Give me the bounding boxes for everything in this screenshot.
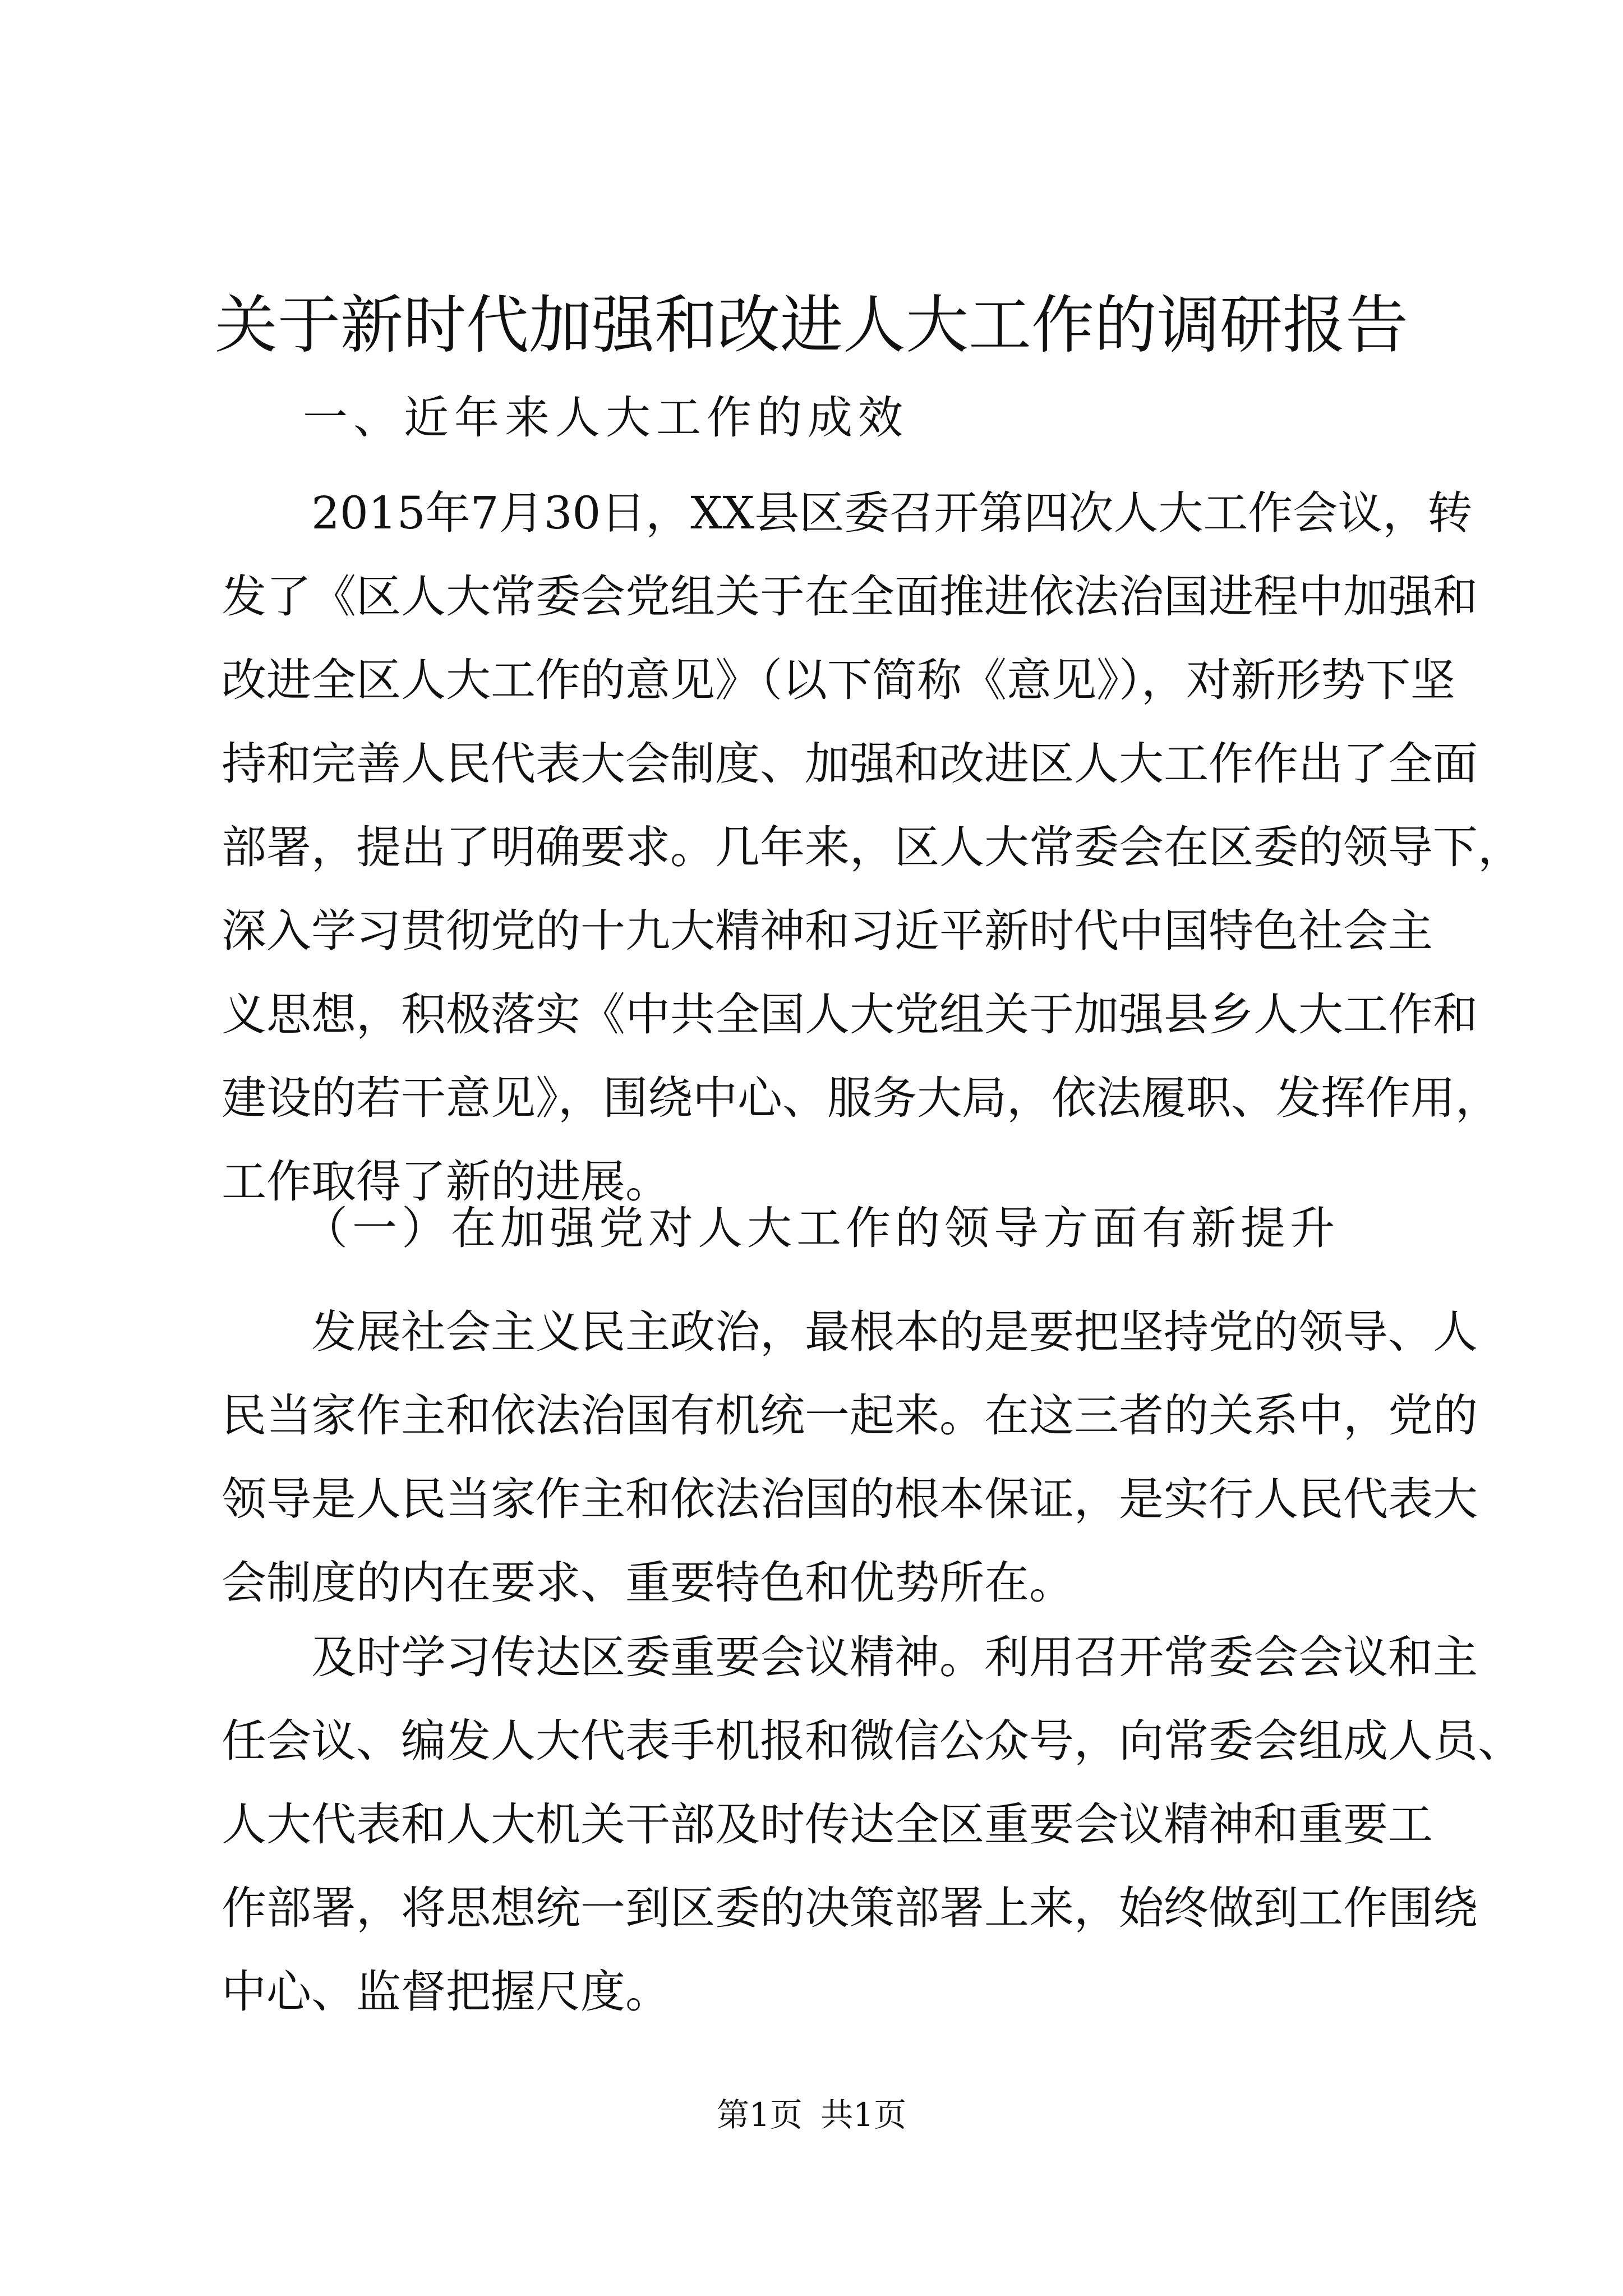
- paragraph-line: 民当家作主和依法治国有机统一起来。在这三者的关系中，党的: [222, 1389, 1478, 1442]
- paragraph-line: 建设的若干意见》，围绕中心、服务大局，依法履职、发挥作用，: [222, 1072, 1500, 1124]
- page-footer: 第1页 共1页: [716, 2096, 907, 2134]
- paragraph-line: 中心、监督把握尺度。: [222, 1966, 670, 2018]
- paragraph-line: 任会议、编发人大代表手机报和微信公众号，向常委会组成人员、: [222, 1715, 1523, 1767]
- paragraph-line: 领导是人民当家作主和依法治国的根本保证，是实行人民代表大: [222, 1473, 1478, 1525]
- paragraph-line: 人大代表和人大机关干部及时传达全区重要会议精神和重要工: [222, 1798, 1433, 1851]
- paragraph-1: [222, 471, 1523, 1223]
- paragraph-line: 会制度的内在要求、重要特色和优势所在。: [222, 1557, 1074, 1609]
- paragraph-line: 发了《区人大常委会党组关于在全面推进依法治国进程中加强和: [222, 570, 1478, 623]
- paragraph-line: 部署，提出了明确要求。几年来，区人大常委会在区委的领导下，: [222, 821, 1523, 873]
- document-title: 关于新时代加强和改进人大工作的调研报告: [215, 289, 1408, 362]
- paragraph-line: 作部署，将思想统一到区委的决策部署上来，始终做到工作围绕: [222, 1882, 1478, 1934]
- paragraph-line: 发展社会主义民主政治，最根本的是要把坚持党的领导、人: [311, 1306, 1478, 1358]
- paragraph-line: 深入学习贯彻党的十九大精神和习近平新时代中国特色社会主: [222, 905, 1433, 957]
- paragraph-line: 义思想，积极落实《中共全国人大党组关于加强县乡人大工作和: [222, 988, 1478, 1041]
- paragraph-line: 改进全区人大工作的意见》（以下简称《意见》），对新形势下坚: [222, 654, 1455, 706]
- paragraph-line: 及时学习传达区委重要会议精神。利用召开常委会会议和主: [311, 1631, 1478, 1683]
- paragraph-3: [222, 1616, 1523, 2033]
- section-heading: 一、近年来人大工作的成效: [303, 392, 909, 444]
- paragraph-line: 2015年7月30日，XX县区委召开第四次人大工作会议，转: [311, 487, 1473, 539]
- paragraph-line: 工作取得了新的进展。: [222, 1156, 670, 1208]
- paragraph-2: [222, 1290, 1478, 1625]
- paragraph-line: 持和完善人民代表大会制度、加强和改进区人大工作作出了全面: [222, 738, 1478, 790]
- subsection-heading: （一）在加强党对人大工作的领导方面有新提升: [303, 1202, 1339, 1254]
